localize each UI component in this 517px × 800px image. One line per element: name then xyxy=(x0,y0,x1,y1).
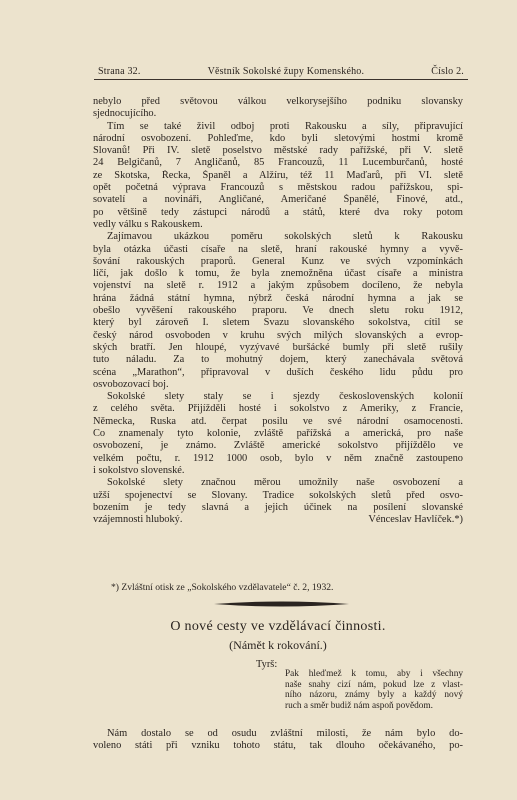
motto-line: ruch a směr budiž nám aspoň povědom. xyxy=(285,700,433,711)
text-line: Co znamenaly tyto kolonie, zvláště pařížská a americká, pro naše xyxy=(93,428,463,440)
text-line: velkém počtu, r. 1912 1000 osob, bylo v něm značně zastoupeno xyxy=(93,452,463,464)
text-line: obešlo vyvěšení rakouského praporu. Ve dnech sletu roku 1912, xyxy=(93,305,463,317)
motto-quote xyxy=(285,669,463,711)
motto-line: naše snahy cizí nám, pokud lze z vlast- xyxy=(285,679,463,690)
text-line: opět početná výprava Francouzů s městskou radou pařížskou, spi- xyxy=(93,182,463,194)
text-line: 24 Belgičanů, 7 Angličanů, 85 Francouzů, 11 Lucemburčanů, hosté xyxy=(93,157,463,169)
text-line: který byl zároveň I. sletem Svazu slovanského sokolstva, cítil se xyxy=(93,317,463,329)
text-line: i sokolstvo slovenské. xyxy=(93,464,185,476)
text-line: Slovanů! Při IV. sletě poselstvo městské rady pařížské, při V. sletě xyxy=(93,145,463,157)
section-divider xyxy=(214,600,349,608)
text-line: líčí, jak došlo k tomu, že byla znemožněna účast císaře a ministra xyxy=(93,268,463,280)
motto-line: Pak hleďmež k tomu, aby i všechny xyxy=(285,669,463,679)
article-title: O nové cesty ve vzdělávací činnosti. xyxy=(170,619,386,634)
author-signature: Vénceslav Havlíček.*) xyxy=(368,514,463,526)
text-line: osvobození, je známo. Zvláště americké sokolstvo přijíždělo ve xyxy=(93,440,463,452)
motto-author: Tyrš: xyxy=(256,659,278,670)
text-line: Tím se také živil odboj proti Rakousku a síly, připravující xyxy=(107,120,463,132)
motto-line: ního názoru, známy byly a každý nový xyxy=(285,690,463,701)
text-line: Sokolské slety značnou měrou umožnily naše osvobození a xyxy=(107,477,463,489)
text-line: byla otázka účasti císaře na sletě, hraní rakouské hymny a vyvě- xyxy=(93,243,463,255)
footnote: *) Zvláštní otisk ze „Sokolského vzdělavatele“ č. 2, 1932. xyxy=(111,582,334,593)
text-line: užší spojenectví se Slovany. Tradice sokolských sletů před osvo- xyxy=(93,489,463,501)
text-line: voleno státi při vzniku tohoto státu, tak dlouho očekávaného, po- xyxy=(93,740,463,752)
text-line: tuto náladu. Za to mohutný dojem, který zanechávala světová xyxy=(93,354,463,366)
text-line: scéna „Marathon“, připravoval v duších českého lidu půdu pro xyxy=(93,366,463,378)
page-number: Strana 32. xyxy=(98,66,141,77)
text-line: osvobozovací boj. xyxy=(93,378,169,390)
text-line: z celého světa. Přijížděli hosté i sokolstvo z Ameriky, z Francie, xyxy=(93,403,463,415)
text-line: hrána žádná státní hymna, nýbrž česká národní hymna a jak se xyxy=(93,292,463,304)
text-line: český národ osvoboden v kruhu svých milých slovanských a evrop- xyxy=(93,329,463,341)
text-line: nebylo před světovou válkou velkorysejšího podniku slovansky xyxy=(93,96,463,107)
article-body xyxy=(93,96,463,526)
article-body-2 xyxy=(93,728,463,753)
page-header xyxy=(98,66,464,77)
text-line: sovatelí a novináři, Angličané, Američané Španělé, Finové, atd., xyxy=(93,194,463,206)
text-line: Nám dostalo se od osudu zvláštní milosti, že nám bylo do- xyxy=(107,728,463,739)
text-line: po většině tedy zástupci národů a států, které dva roky potom xyxy=(93,206,463,218)
text-line: národní osvobození. Pohleďme, kdo byli sletovými hostmi kromě xyxy=(93,132,463,144)
article-subtitle: (Námět k rokování.) xyxy=(229,638,327,652)
text-line: Německa, Ruska atd. čerpat posilu ve své národní osamocenosti. xyxy=(93,415,463,427)
text-line: šování rakouských praporů. General Kunz ve svých vzpomínkách xyxy=(93,255,463,267)
text-line: vedly válku s Rakouskem. xyxy=(93,218,203,230)
text-line: sjednocujícího. xyxy=(93,108,157,120)
header-rule xyxy=(94,79,468,80)
issue-number: Číslo 2. xyxy=(431,66,464,77)
text-line: Sokolské slety staly se i sjezdy československých kolonií xyxy=(107,391,463,403)
journal-title: Věstník Sokolské župy Komenského. xyxy=(207,66,365,77)
closing-line xyxy=(93,514,463,526)
text-line: Zajímavou ukázkou poměru sokolských sletů k Rakousku xyxy=(107,231,463,243)
text-line: vzájemnosti hluboký. xyxy=(93,514,183,526)
text-line: vojenství na sletě r. 1912 a jakým způsobem docíleno, že nebyla xyxy=(93,280,463,292)
text-line: bozením je tedy slavná a jejich účinek na posílení slovanské xyxy=(93,501,463,513)
text-line: ze Skotska, Řecka, Španěl a Alžíru, též 11 Maďarů, při VI. sletě xyxy=(93,169,463,181)
text-line: ských bratří. Jen hloupé, vyzývavé buršácké bumly při sletě rušily xyxy=(93,341,463,353)
